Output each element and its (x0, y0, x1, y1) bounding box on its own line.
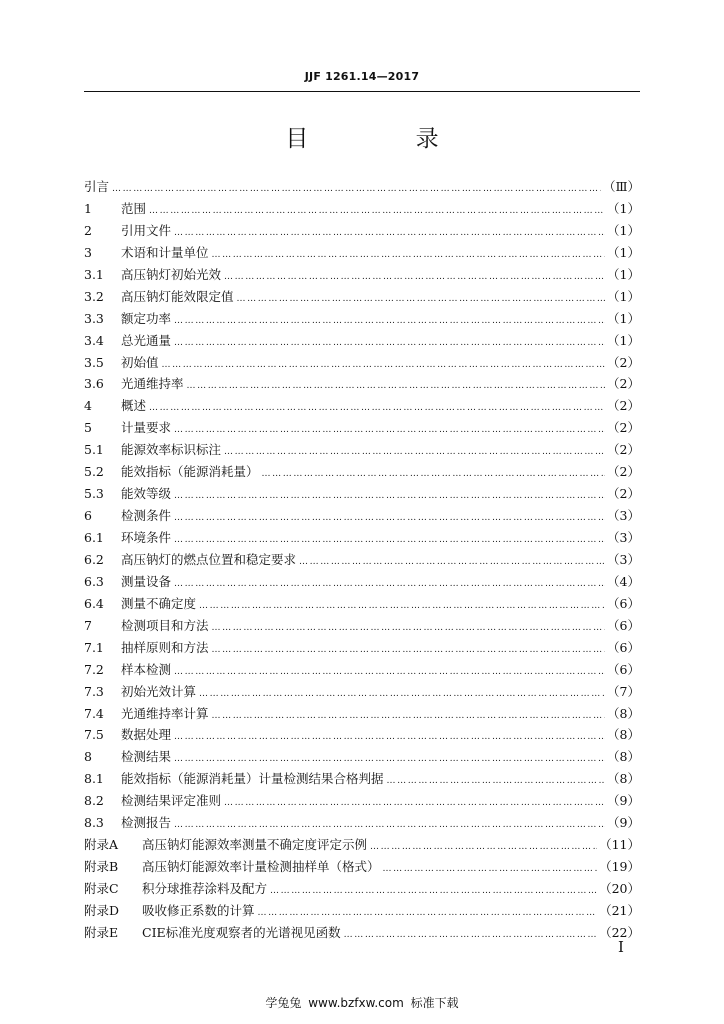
toc-entry-number: 3.3 (84, 310, 104, 326)
toc-entry-number: 附录B (84, 859, 119, 875)
toc-entry[interactable] (84, 220, 640, 242)
toc-entry[interactable] (84, 395, 640, 417)
toc-entry-label: 测量不确定度 (121, 595, 197, 611)
toc-entry-number: 5 (84, 420, 92, 436)
toc-entry-page: （6） (607, 617, 640, 633)
toc-entry[interactable] (84, 615, 640, 637)
toc-entry-number: 3.2 (84, 288, 104, 304)
toc-entry[interactable] (84, 659, 640, 681)
toc-entry-label: 检测条件 (121, 508, 172, 524)
dot-leader (299, 552, 605, 574)
toc-entry-page: （6） (607, 595, 640, 611)
toc-entry-number: 7.1 (84, 639, 104, 655)
toc-entry-number: 7.4 (84, 705, 104, 721)
dot-leader (224, 267, 605, 289)
toc-entry-page: （2） (607, 376, 640, 392)
toc-entry-label: 样本检测 (121, 661, 172, 677)
toc-entry-page: （2） (607, 354, 640, 370)
toc-entry-number: 7.5 (84, 727, 104, 743)
toc-entry-number: 3.1 (84, 266, 104, 282)
toc-entry-number: 6 (84, 508, 92, 524)
toc-entry-page: （9） (607, 793, 640, 809)
dot-leader (174, 223, 605, 245)
toc-entry-page: （1） (607, 288, 640, 304)
toc-entry-page: （9） (607, 815, 640, 831)
toc-entry[interactable] (84, 922, 640, 944)
toc-entry-page: （4） (607, 573, 640, 589)
toc-entry[interactable] (84, 527, 640, 549)
toc-entry-number: 附录C (84, 881, 119, 896)
toc-entry[interactable] (84, 483, 640, 505)
dot-leader (174, 727, 605, 749)
toc-entry-label: 能效等级 (121, 486, 172, 502)
toc-entry[interactable] (84, 746, 640, 768)
toc-entry[interactable] (84, 790, 640, 812)
toc-entry-label: 引用文件 (121, 222, 172, 238)
toc-entry-label: 测量设备 (121, 573, 172, 589)
dot-leader (212, 618, 606, 640)
toc-entry-page: （21） (599, 902, 640, 918)
dot-leader (387, 771, 606, 793)
toc-entry[interactable] (84, 900, 640, 922)
dot-leader (212, 640, 606, 662)
toc-entry[interactable] (84, 812, 640, 834)
toc-entry[interactable] (84, 242, 640, 264)
toc-entry-number: 5.3 (84, 486, 104, 502)
toc-entry-label: 初始值 (121, 354, 159, 370)
toc-entry-label: 积分球推荐涂料及配方 (142, 881, 268, 896)
toc-entry-label: 能效指标（能源消耗量）计量检测结果合格判据 (121, 771, 384, 787)
toc-entry-number: 8.3 (84, 815, 104, 831)
dot-leader (187, 376, 606, 398)
toc-entry-page: （1） (607, 266, 640, 282)
toc-entry-label: 光通维持率计算 (121, 705, 209, 721)
toc-entry[interactable] (84, 768, 640, 790)
toc-entry-page: （2） (607, 420, 640, 436)
toc-entry-number: 7.2 (84, 661, 104, 677)
toc-entry[interactable] (84, 703, 640, 725)
dot-leader (149, 201, 605, 223)
toc-entry[interactable] (84, 352, 640, 374)
toc-entry-label: 引言 (84, 179, 110, 194)
toc-entry-page: （2） (607, 398, 640, 414)
toc-entry[interactable] (84, 264, 640, 286)
dot-leader (174, 574, 605, 596)
toc-entry[interactable] (84, 330, 640, 352)
toc-entry-label: 额定功率 (121, 310, 172, 326)
toc-entry-page: （3） (607, 551, 640, 567)
toc-entry-page: （8） (607, 771, 640, 787)
dot-leader (174, 333, 605, 355)
toc-entry-number: 3 (84, 244, 92, 260)
toc-entry-page: （3） (607, 530, 640, 545)
dot-leader (383, 859, 598, 881)
dot-leader (199, 684, 605, 706)
toc-entry-page: （20） (599, 881, 640, 896)
toc-entry-page: （1） (607, 200, 640, 216)
dot-leader (370, 837, 597, 859)
dot-leader (174, 486, 605, 508)
standard-code: JJF 1261.14—2017 (304, 70, 420, 83)
toc-entry-label: 吸收修正系数的计算 (142, 902, 255, 918)
toc-entry-label: 总光通量 (121, 332, 172, 348)
toc-entry-label: 抽样原则和方法 (121, 639, 209, 655)
toc-entry[interactable] (84, 286, 640, 308)
toc-entry[interactable] (84, 439, 640, 461)
toc-entry-label: 概述 (121, 398, 147, 414)
toc-entry-label: 高压钠灯能效限定值 (121, 288, 234, 304)
toc-entry[interactable] (84, 176, 640, 198)
toc-entry-page: （2） (607, 464, 640, 480)
toc-entry[interactable] (84, 637, 640, 659)
dot-leader (162, 355, 606, 377)
toc-entry-label: 能源效率标识标注 (121, 442, 222, 458)
dot-leader (344, 925, 597, 947)
toc-entry-number: 8.1 (84, 771, 104, 787)
dot-leader (174, 508, 605, 530)
toc-entry-page: （1） (607, 310, 640, 326)
dot-leader (212, 706, 606, 728)
toc-entry-number: 附录D (84, 902, 120, 918)
toc-entry-page: （11） (599, 837, 640, 853)
toc-entry-page: （8） (607, 727, 640, 743)
dot-leader (174, 662, 605, 684)
toc-entry[interactable] (84, 856, 640, 878)
toc-entry-label: 范围 (121, 200, 147, 216)
toc-entry-label: 高压钠灯初始光效 (121, 266, 222, 282)
header-rule (84, 91, 640, 92)
dot-leader (262, 464, 606, 486)
toc-entry-number: 7.3 (84, 683, 104, 699)
dot-leader (212, 245, 606, 267)
toc-entry[interactable] (84, 308, 640, 330)
toc-entry-page: （19） (599, 859, 640, 875)
dot-leader (112, 179, 601, 201)
dot-leader (224, 793, 605, 815)
toc-entry[interactable] (84, 417, 640, 439)
toc-entry-label: 高压钠灯的燃点位置和稳定要求 (121, 551, 297, 567)
toc-entry-number: 3.4 (84, 332, 104, 348)
toc-entry-page: （1） (607, 222, 640, 238)
toc-entry[interactable] (84, 549, 640, 571)
page-title: 目 录 (285, 126, 489, 152)
toc-entry-label: 光通维持率 (121, 376, 184, 392)
toc-entry-page: （1） (607, 332, 640, 348)
toc-entry-number: 8.2 (84, 793, 104, 809)
dot-leader (174, 311, 605, 333)
toc-entry-number: 7 (84, 617, 92, 633)
toc-entry[interactable] (84, 461, 640, 483)
toc-entry-number: 6.4 (84, 595, 104, 611)
toc-entry-number: 6.3 (84, 573, 104, 589)
toc-entry[interactable] (84, 878, 640, 900)
table-of-contents (84, 176, 640, 944)
toc-entry-page: （8） (607, 705, 640, 721)
toc-entry-number: 4 (84, 398, 92, 414)
toc-entry-page: （2） (607, 442, 640, 458)
dot-leader (199, 596, 605, 618)
toc-entry-label: 检测报告 (121, 815, 172, 831)
toc-entry-page: （7） (607, 683, 640, 699)
toc-entry-label: 高压钠灯能源效率计量检测抽样单（格式） (142, 859, 380, 875)
toc-entry-page: （Ⅲ） (602, 179, 640, 194)
toc-entry-number: 5.2 (84, 464, 104, 480)
dot-leader (270, 881, 597, 903)
toc-entry-page: （1） (607, 244, 640, 260)
toc-entry-label: 数据处理 (121, 727, 172, 743)
toc-entry-label: 计量要求 (121, 420, 172, 436)
toc-entry-label: 检测项目和方法 (121, 617, 209, 633)
dot-leader (174, 420, 605, 442)
toc-entry-label: 环境条件 (121, 530, 172, 545)
toc-entry[interactable] (84, 198, 640, 220)
toc-entry-page: （2） (607, 486, 640, 502)
toc-entry-number: 附录E (84, 924, 119, 940)
toc-entry[interactable] (84, 571, 640, 593)
page-number: I (618, 938, 624, 956)
toc-entry-number: 1 (84, 200, 92, 216)
toc-entry-page: （6） (607, 661, 640, 677)
toc-entry-label: CIE标准光度观察者的光谱视见函数 (142, 924, 341, 940)
toc-entry-label: 检测结果评定准则 (121, 793, 222, 809)
dot-leader (224, 442, 605, 464)
toc-entry[interactable] (84, 593, 640, 615)
toc-entry-page: （6） (607, 639, 640, 655)
toc-entry[interactable] (84, 724, 640, 746)
toc-entry-number: 2 (84, 222, 92, 238)
toc-entry-number: 5.1 (84, 442, 104, 458)
dot-leader (149, 398, 605, 420)
toc-entry-page: （3） (607, 508, 640, 524)
dot-leader (237, 289, 606, 311)
toc-entry-number: 6.2 (84, 551, 104, 567)
toc-entry-page: （8） (607, 749, 640, 765)
toc-entry-number: 8 (84, 749, 92, 765)
toc-entry-number: 3.5 (84, 354, 104, 370)
toc-entry[interactable] (84, 834, 640, 856)
toc-entry-page: （22） (599, 924, 640, 940)
toc-entry-label: 初始光效计算 (121, 683, 197, 699)
toc-entry-label: 检测结果 (121, 749, 172, 765)
toc-entry[interactable] (84, 373, 640, 395)
toc-entry-number: 3.6 (84, 376, 104, 392)
footer-watermark: 学兔兔 www.bzfxw.com 标准下载 (265, 996, 459, 1010)
toc-entry-number: 附录A (84, 837, 119, 853)
toc-entry-label: 高压钠灯能源效率测量不确定度评定示例 (142, 837, 368, 853)
toc-entry-number: 6.1 (84, 530, 104, 545)
toc-entry-label: 能效指标（能源消耗量） (121, 464, 259, 480)
toc-entry[interactable] (84, 681, 640, 703)
toc-entry-label: 术语和计量单位 (121, 244, 209, 260)
toc-entry[interactable] (84, 505, 640, 527)
